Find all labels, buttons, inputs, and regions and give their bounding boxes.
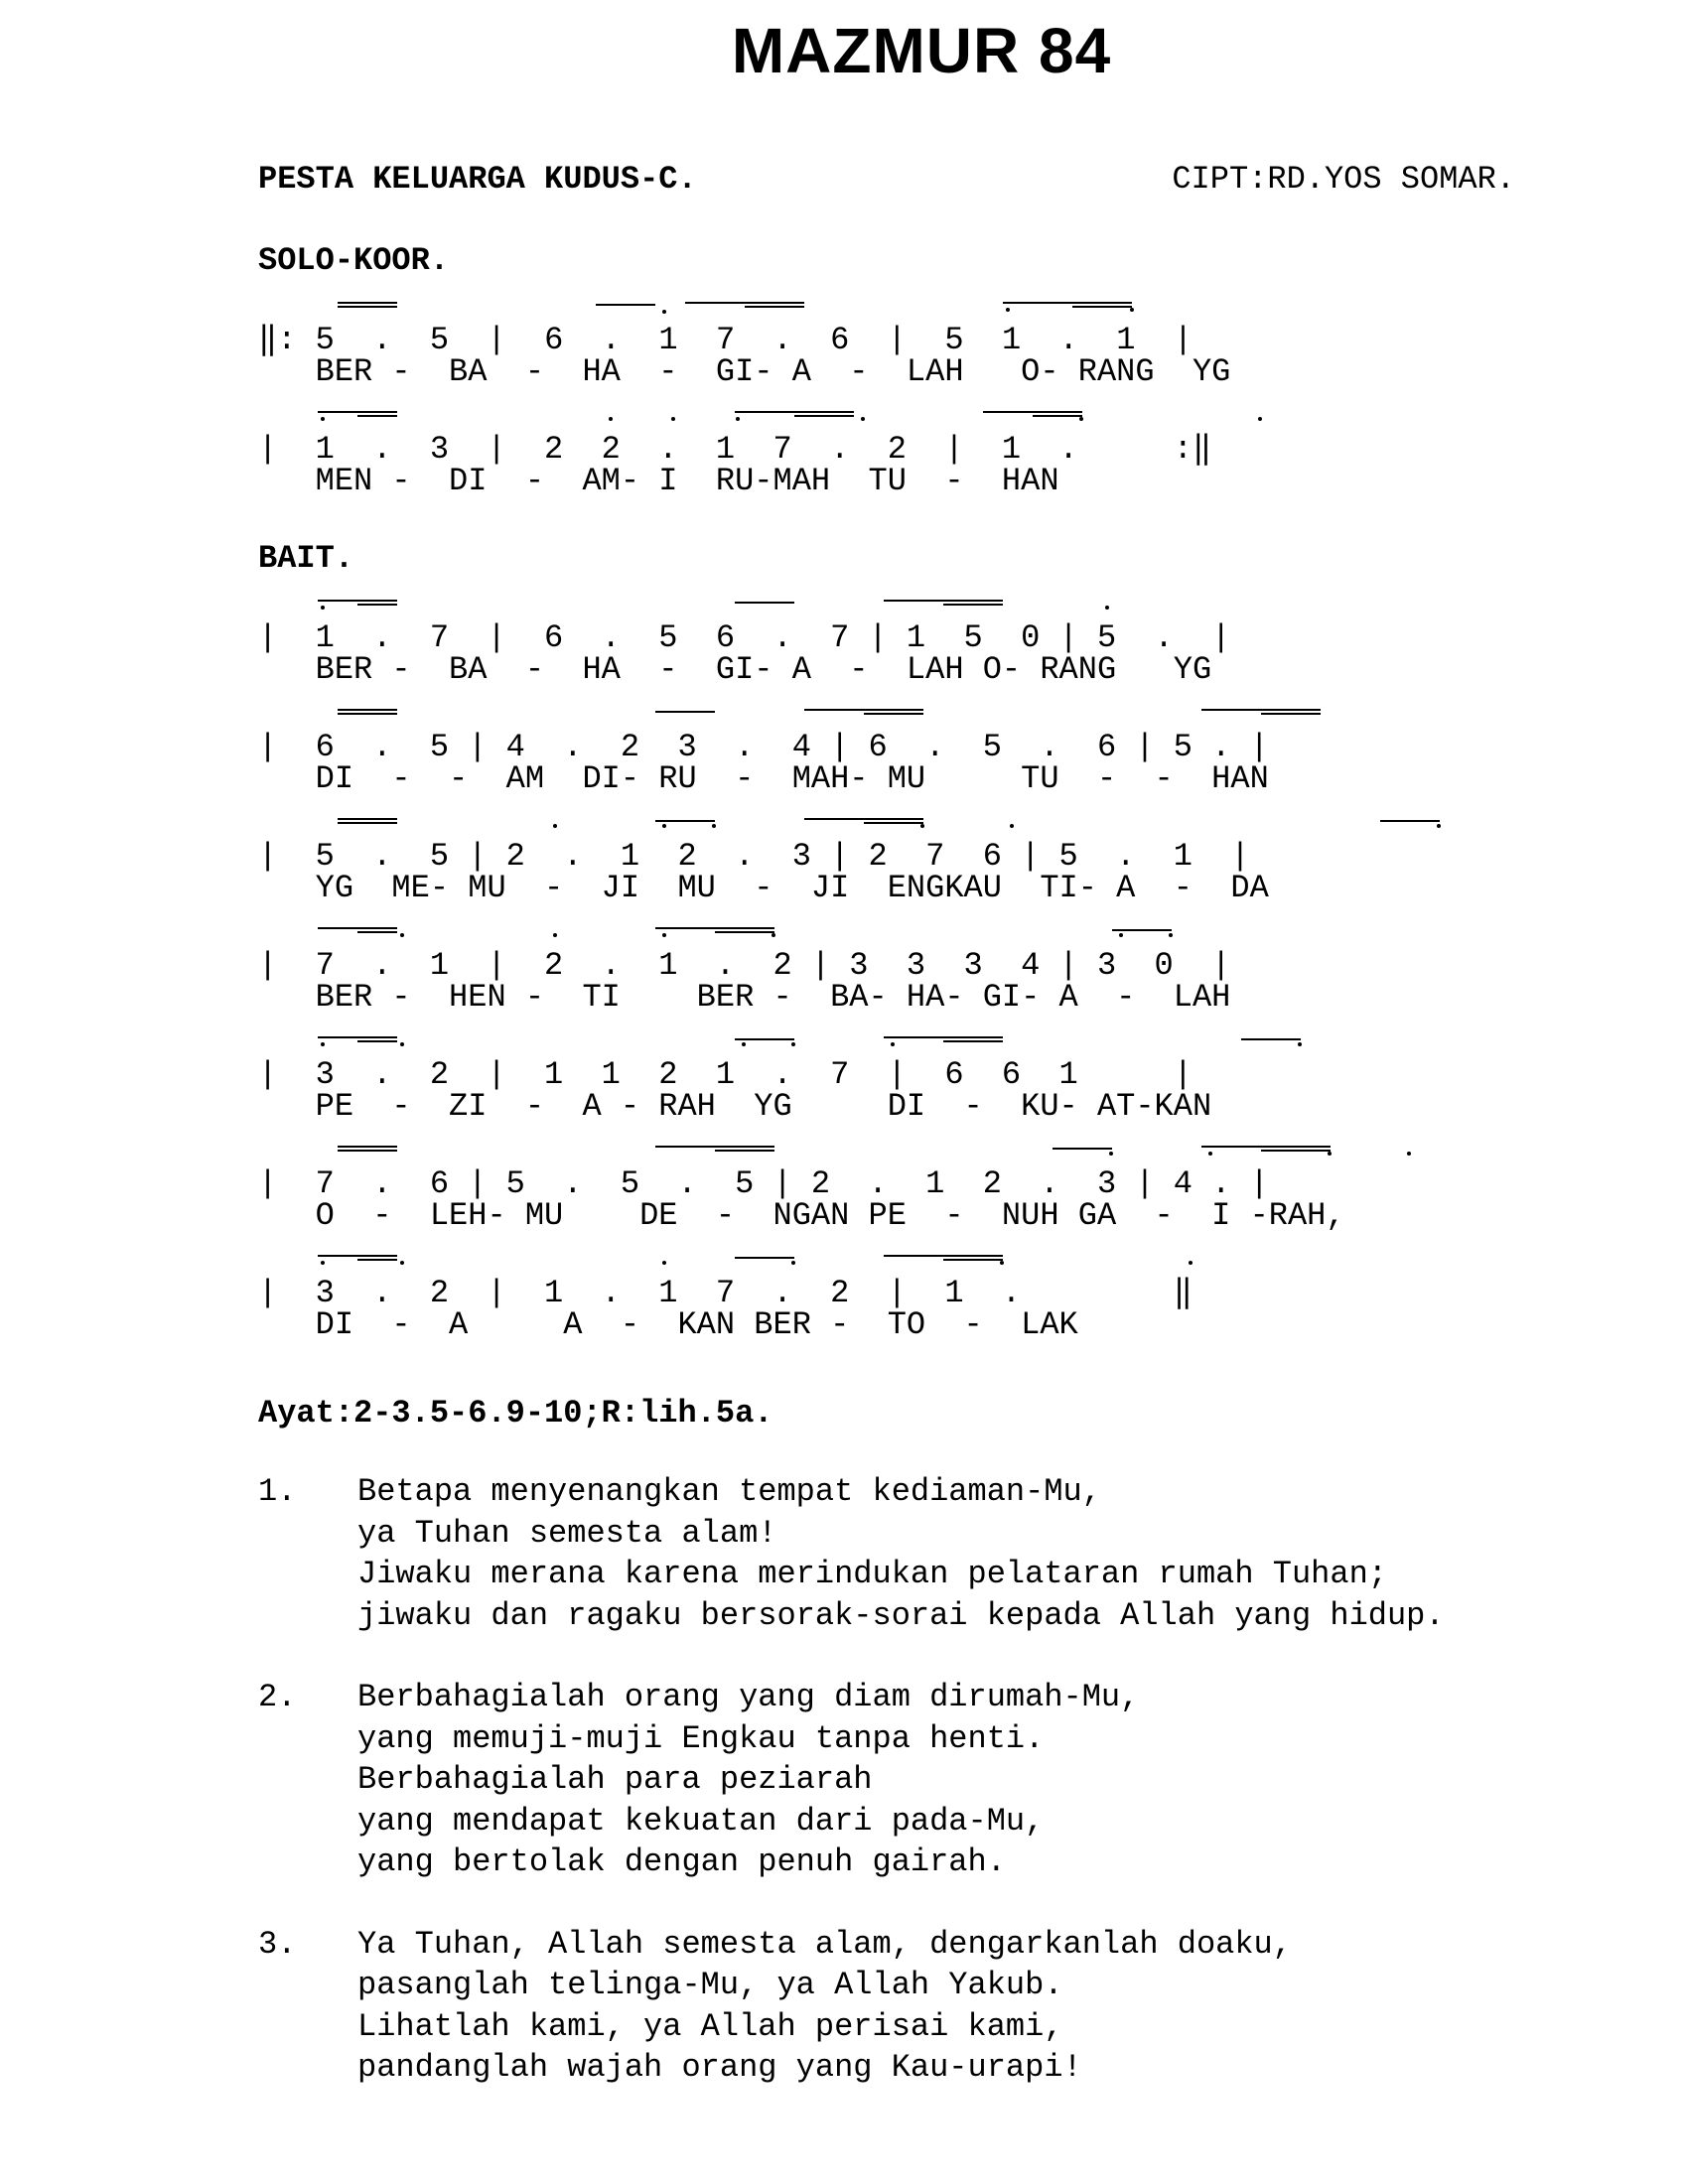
beam-line [1033, 415, 1082, 417]
beam-line [338, 822, 397, 824]
bait-staff-line-1 [258, 596, 1529, 705]
bait-label: BAIT. [258, 540, 354, 577]
beam-line [357, 415, 397, 417]
beam-line [1241, 1038, 1301, 1040]
beam-line [1072, 306, 1132, 308]
octave-dot [1189, 1261, 1193, 1265]
beam-line [884, 1036, 1003, 1038]
beam-line [943, 1040, 1003, 1042]
octave-dot [1119, 933, 1123, 937]
bait-staff-line-7 [258, 1251, 1529, 1360]
beam-line [318, 411, 397, 413]
beam-line [884, 1255, 1003, 1257]
notes-line: | 1 . 7 | 6 . 5 6 . 7 | 1 5 0 | 5 . | [258, 619, 1231, 656]
beam-line [318, 1036, 397, 1038]
octave-dot [662, 933, 666, 937]
beam-line [338, 1150, 397, 1152]
lyrics-line: DI - - AM DI- RU - MAH- MU TU - - HAN [258, 760, 1269, 797]
beam-line [685, 302, 804, 304]
beam-line [735, 1257, 794, 1259]
notes-line: | 5 . 5 | 2 . 1 2 . 3 | 2 7 6 | 5 . 1 | [258, 838, 1250, 875]
lyrics-line: O - LEH- MU DE - NGAN PE - NUH GA - I -RAH, [258, 1197, 1345, 1234]
octave-dot [1437, 824, 1441, 828]
octave-dot [772, 933, 775, 937]
beam-line [338, 1146, 397, 1148]
verse-line: pasanglah telinga-Mu, ya Allah Yakub. [357, 1967, 1063, 2003]
beam-line [338, 302, 397, 304]
refrain-staff-line-2 [258, 407, 1529, 516]
beam-line [943, 1259, 1003, 1261]
octave-dot [1407, 1152, 1411, 1156]
refrain-staff-line-1 [258, 298, 1529, 407]
beam-line [318, 600, 397, 602]
octave-dot [1079, 417, 1083, 421]
lyrics-line: BER - HEN - TI BER - BA- HA- GI- A - LAH [258, 979, 1231, 1016]
octave-dot [553, 933, 557, 937]
octave-dot [662, 310, 666, 314]
octave-dot [321, 606, 325, 610]
bait-staff-line-3 [258, 814, 1529, 923]
beam-line [357, 1040, 397, 1042]
verse-line: jiwaku dan ragaku bersorak-sorai kepada Allah yang hidup. [357, 1596, 1445, 1634]
notes-line: | 7 . 1 | 2 . 1 . 2 | 3 3 3 4 | 3 0 | [258, 947, 1231, 984]
verse-line: yang bertolak dengan penuh gairah. [357, 1843, 1006, 1880]
octave-dot [1298, 1042, 1302, 1046]
octave-dot [662, 1261, 666, 1265]
octave-dot [1000, 1261, 1004, 1265]
verse-line: Berbahagialah para peziarah [357, 1761, 873, 1798]
beam-line [655, 1146, 774, 1148]
beam-line [735, 411, 854, 413]
beam-line [318, 1255, 397, 1257]
octave-dot [861, 417, 865, 421]
verse-line: Ya Tuhan, Allah semesta alam, dengarkanlah doaku, [357, 1925, 1292, 1963]
beam-line [715, 931, 774, 933]
beam-line [794, 415, 854, 417]
beam-line [655, 927, 774, 929]
beam-line [1201, 709, 1321, 711]
octave-dot [400, 1042, 404, 1046]
octave-dot [400, 1261, 404, 1265]
octave-dot [553, 824, 557, 828]
beam-line [1261, 713, 1321, 715]
beam-line [1112, 929, 1172, 931]
verse-2 [258, 1677, 1445, 1883]
notes-line: | 6 . 5 | 4 . 2 3 . 4 | 6 . 5 . 6 | 5 . | [258, 729, 1269, 765]
bait-staff-line-5 [258, 1032, 1529, 1142]
verse-number: 2. [258, 1679, 297, 1715]
octave-dot [609, 417, 613, 421]
octave-dot [1169, 933, 1173, 937]
beam-line [1261, 1150, 1331, 1152]
beam-line [804, 709, 923, 711]
lyrics-line: MEN - DI - AM- I RU-MAH TU - HAN [258, 463, 1059, 499]
refrain-label: SOLO-KOOR. [258, 242, 450, 279]
lyrics-line: DI - A A - KAN BER - TO - LAK [258, 1306, 1078, 1343]
octave-dot [671, 417, 675, 421]
beam-line [735, 1038, 794, 1040]
octave-dot [1328, 1152, 1332, 1156]
composer-credit: CIPT:RD.YOS SOMAR. [1172, 161, 1515, 198]
bait-staff-line-2 [258, 705, 1529, 814]
verse-1 [258, 1471, 1445, 1636]
beam-line [338, 818, 397, 820]
notes-line: | 1 . 3 | 2 2 . 1 7 . 2 | 1 . :‖ [258, 431, 1212, 468]
verse-line: Betapa menyenangkan tempat kediaman-Mu, [357, 1473, 1101, 1510]
beam-line [596, 304, 655, 306]
octave-dot [1105, 606, 1109, 610]
beam-line [804, 818, 923, 820]
beam-line [864, 713, 923, 715]
beam-line [318, 927, 397, 929]
beam-line [1052, 1148, 1112, 1150]
octave-dot [321, 417, 325, 421]
beam-line [357, 1259, 397, 1261]
verse-line: Berbahagialah orang yang diam dirumah-Mu, [357, 1679, 1140, 1715]
verse-number: 1. [258, 1473, 297, 1510]
octave-dot [891, 1042, 895, 1046]
octave-dot [791, 1261, 795, 1265]
notes-line: | 7 . 6 | 5 . 5 . 5 | 2 . 1 2 . 3 | 4 . | [258, 1165, 1269, 1202]
occasion-label: PESTA KELUARGA KUDUS-C. [258, 161, 697, 198]
octave-dot [712, 824, 716, 828]
page-title: MAZMUR 84 [731, 15, 1112, 86]
notes-line: ‖: 5 . 5 | 6 . 1 7 . 6 | 5 1 . 1 | [258, 322, 1193, 358]
beam-line [338, 713, 397, 715]
bait-staff-line-4 [258, 923, 1529, 1032]
octave-dot [662, 824, 666, 828]
verse-line: Lihatlah kami, ya Allah perisai kami, [357, 2007, 1063, 2045]
bait-notation [258, 596, 1529, 1360]
bait-staff-line-6 [258, 1142, 1529, 1251]
beam-line [884, 600, 1003, 602]
octave-dot [1130, 308, 1134, 312]
verse-3 [258, 1924, 1445, 2089]
beam-line [1201, 1146, 1331, 1148]
verse-line: yang mendapat kekuatan dari pada-Mu, [357, 1802, 1045, 1840]
verse-line: pandanglah wajah orang yang Kau-urapi! [357, 2049, 1082, 2086]
beam-line [1380, 820, 1440, 822]
beam-line [735, 602, 794, 604]
verse-line: Jiwaku merana karena merindukan pelataran rumah Tuhan; [357, 1556, 1387, 1592]
lyrics-line: PE - ZI - A - RAH YG DI - KU- AT-KAN [258, 1088, 1212, 1125]
verse-line: yang memuji-muji Engkau tanpa henti. [357, 1719, 1045, 1757]
notes-line: | 3 . 2 | 1 . 1 7 . 2 | 1 . ‖ [258, 1275, 1193, 1311]
ayat-reference: Ayat:2-3.5-6.9-10;R:lih.5a. [258, 1395, 773, 1432]
beam-line [338, 709, 397, 711]
beam-line [983, 411, 1082, 413]
verse-number: 3. [258, 1925, 297, 1963]
verse-list [258, 1471, 1445, 2129]
notes-line: | 3 . 2 | 1 1 2 1 . 7 | 6 6 1 | [258, 1056, 1193, 1093]
beam-line [864, 822, 923, 824]
octave-dot [1006, 308, 1010, 312]
lyrics-line: BER - BA - HA - GI- A - LAH O- RANG YG [258, 651, 1212, 688]
refrain-notation [258, 298, 1529, 516]
lyrics-line: BER - BA - HA - GI- A - LAH O- RANG YG [258, 353, 1231, 390]
octave-dot [1208, 1152, 1212, 1156]
beam-line [338, 306, 397, 308]
octave-dot [400, 933, 404, 937]
octave-dot [742, 1042, 746, 1046]
beam-line [357, 604, 397, 606]
octave-dot [920, 824, 924, 828]
octave-dot [1010, 824, 1014, 828]
lyrics-line: YG ME- MU - JI MU - JI ENGKAU TI- A - DA [258, 870, 1269, 906]
octave-dot [736, 417, 740, 421]
beam-line [655, 820, 715, 822]
verse-line: ya Tuhan semesta alam! [357, 1514, 777, 1552]
beam-line [357, 931, 397, 933]
octave-dot [321, 1042, 325, 1046]
beam-line [745, 306, 804, 308]
octave-dot [791, 1042, 795, 1046]
beam-line [943, 604, 1003, 606]
octave-dot [321, 1261, 325, 1265]
beam-line [655, 711, 715, 713]
beam-line [715, 1150, 774, 1152]
beam-line [1003, 302, 1132, 304]
octave-dot [1258, 417, 1262, 421]
octave-dot [1109, 1152, 1113, 1156]
